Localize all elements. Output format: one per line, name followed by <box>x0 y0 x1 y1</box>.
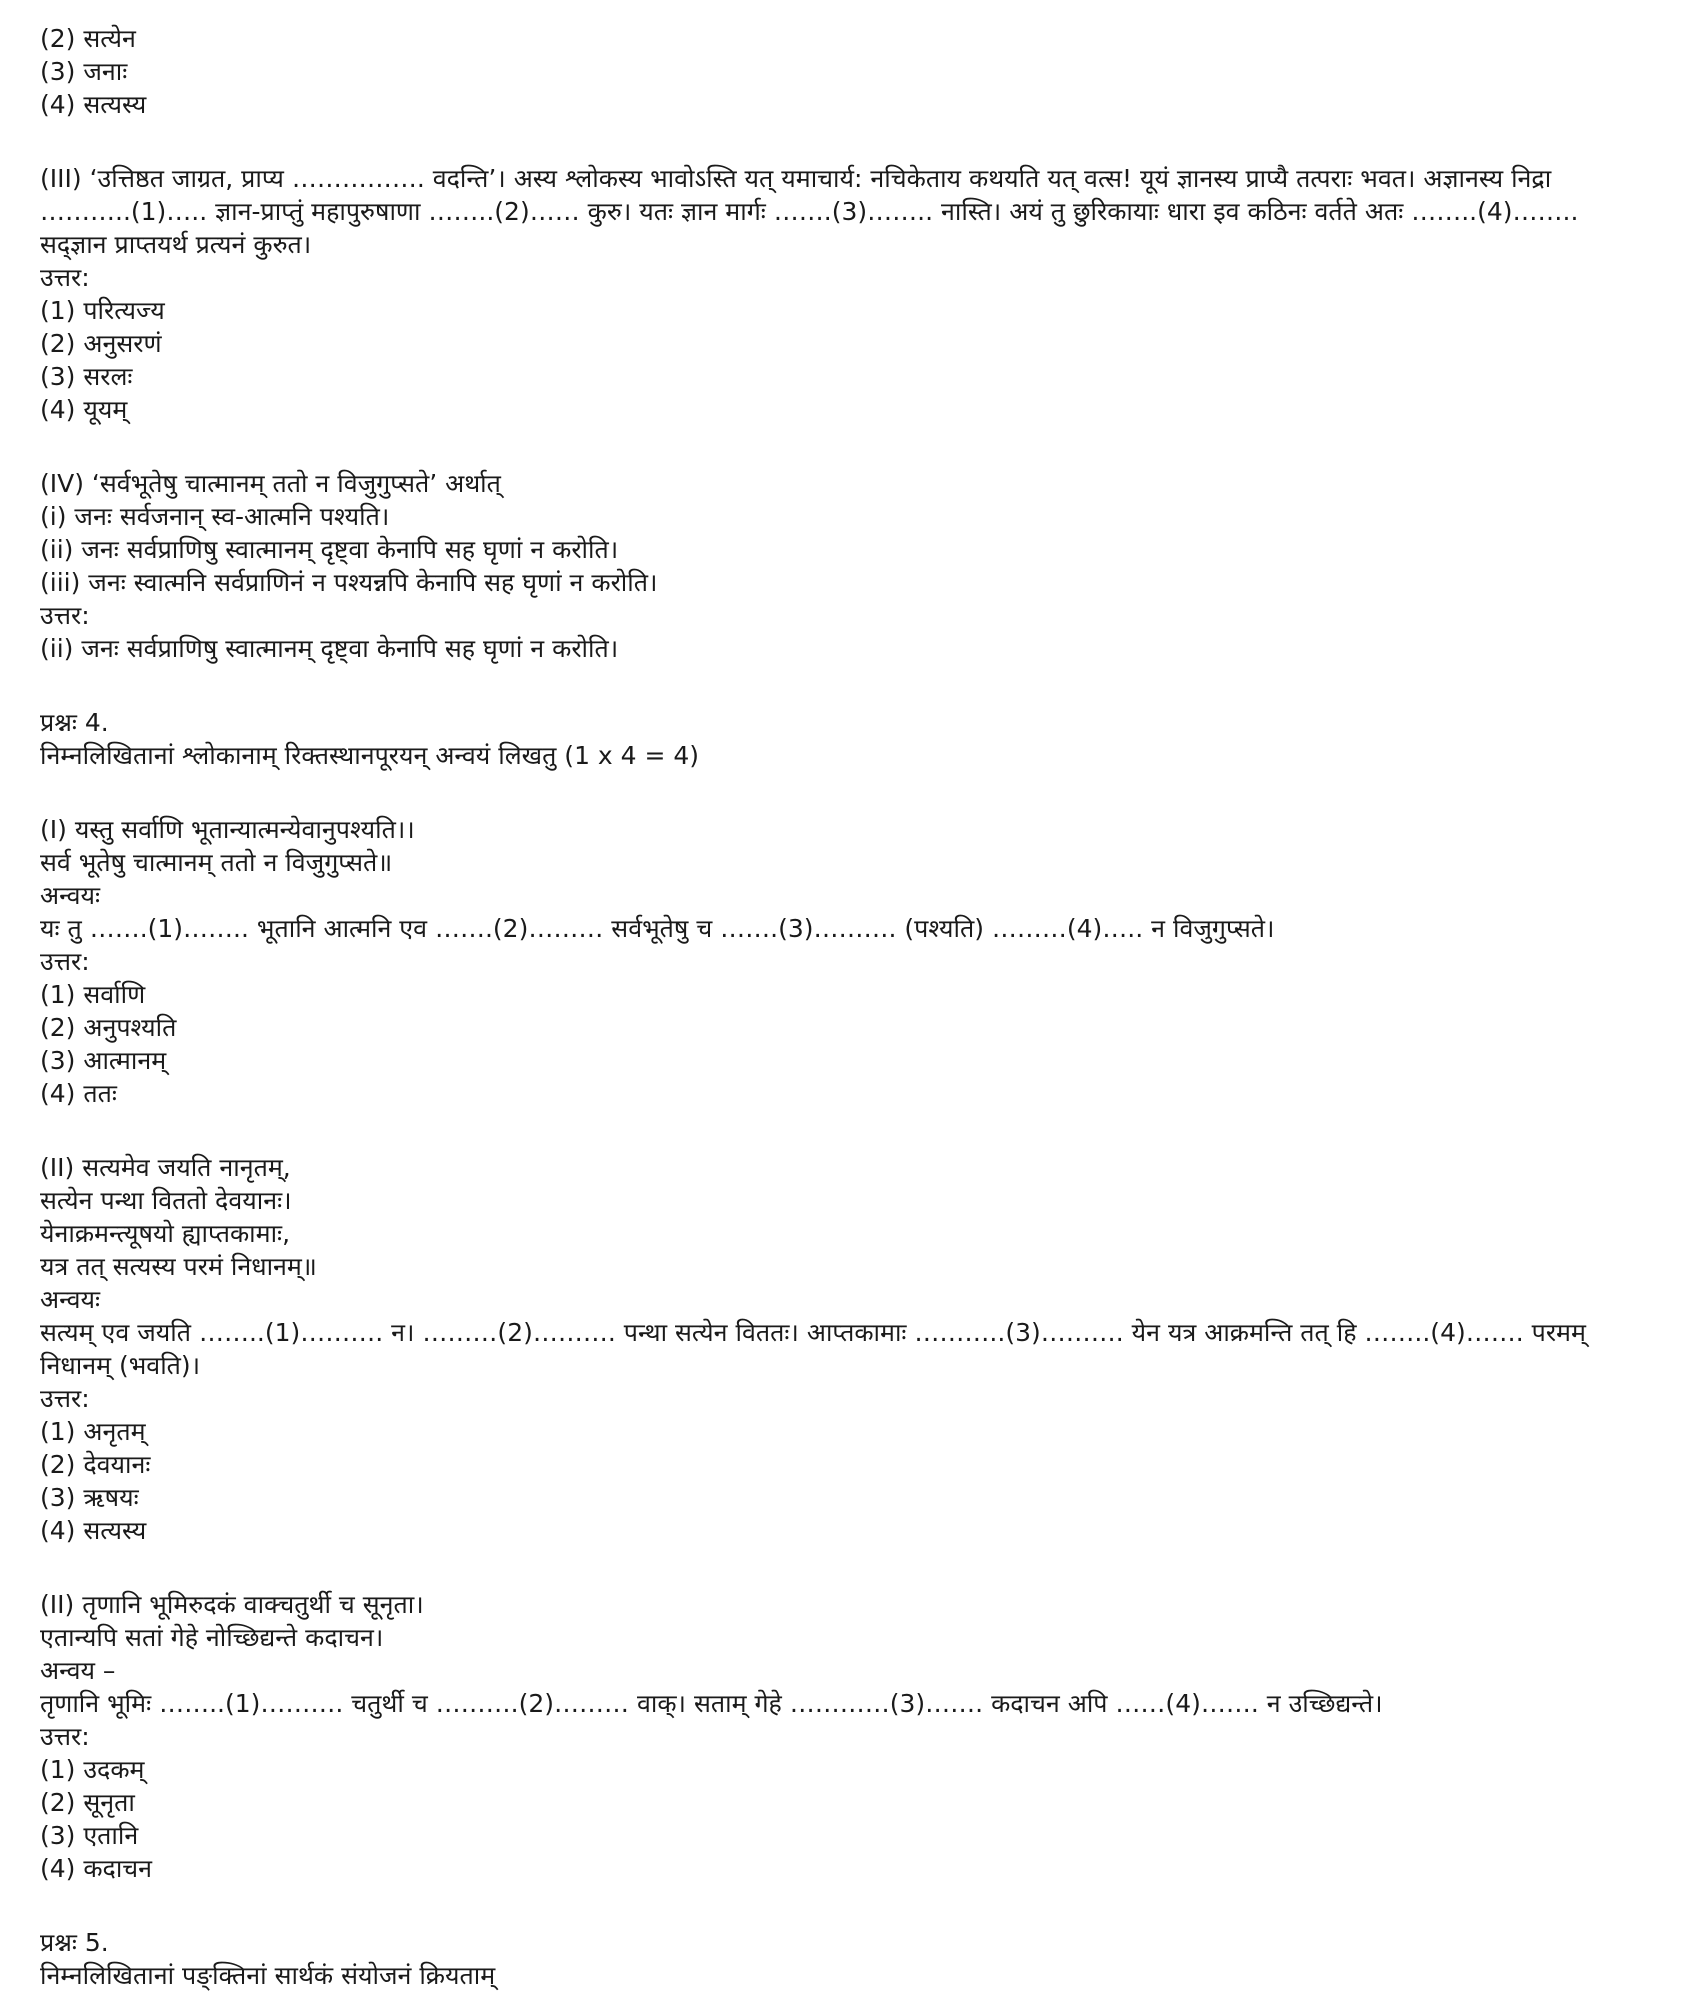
answer-block-q3-ii <box>40 22 1660 121</box>
choice-option: (i) जनः सर्वजनान् स्व-आत्मनि पश्यति। <box>40 502 390 531</box>
anvaya-text: तृणानि भूमिः ……..(1)………. चतुर्थी च ……….(2)……… वाक्। सताम् गेहे …………(3)……. कदाचन अपि ……(4)……. न उच्छिद्यन्ते। <box>40 1689 1383 1718</box>
question-4-heading <box>40 706 1660 772</box>
answer-label: उत्तर: <box>40 263 90 292</box>
answer-option: (1) उदकम् <box>40 1755 145 1784</box>
shloka-line: (II) तृणानि भूमिरुदकं वाक्चतुर्थी च सूनृता। <box>40 1590 424 1619</box>
spacer <box>40 1547 1660 1588</box>
shloka-line: येनाक्रमन्त्यूषयो ह्याप्तकामाः, <box>40 1219 291 1248</box>
shloka-line: यत्र तत् सत्यस्य परमं निधानम्॥ <box>40 1252 317 1281</box>
answer-option: (2) देवयानः <box>40 1450 151 1479</box>
spacer <box>40 665 1660 706</box>
answer-option: (1) परित्यज्य <box>40 296 165 325</box>
anvaya-text: यः तु …….(1)…….. भूतानि आत्मनि एव …….(2)……… सर्वभूतेषु च …….(3)………. (पश्यति) ………(4)….. न विजुगुप्सते। <box>40 914 1275 943</box>
answer-option: (1) सर्वाणि <box>40 980 146 1009</box>
question-block-iv <box>40 467 1660 665</box>
question-number: प्रश्नः 5. <box>40 1928 109 1957</box>
shloka-block-i <box>40 813 1660 1110</box>
shloka-block-iii <box>40 1588 1660 1885</box>
answer-option: (3) सरलः <box>40 362 133 391</box>
answer-label: उत्तर: <box>40 1722 90 1751</box>
answer-option: (3) ऋषयः <box>40 1483 139 1512</box>
spacer <box>40 121 1660 162</box>
answer-option: (3) जनाः <box>40 57 128 86</box>
anvaya-label: अन्वय – <box>40 1656 116 1685</box>
choice-option: (ii) जनः सर्वप्राणिषु स्वात्मानम् दृष्ट्वा केनापि सह घृणां न करोति। <box>40 535 619 564</box>
shloka-line: एतान्यपि सतां गेहे नोच्छिद्यन्ते कदाचन। <box>40 1623 384 1652</box>
anvaya-label: अन्वयः <box>40 881 101 910</box>
choice-option: (iii) जनः स्वात्मनि सर्वप्राणिनं न पश्यन्नपि केनापि सह घृणां न करोति। <box>40 568 658 597</box>
shloka-line: (I) यस्तु सर्वाणि भूतान्यात्मन्येवानुपश्यति।। <box>40 815 415 844</box>
answer-option: (1) अनृतम् <box>40 1417 146 1446</box>
anvaya-text: सत्यम् एव जयति ……..(1)………. न। ………(2)………. पन्था सत्येन विततः। आप्तकामाः ………..(3)………. येन यत्र आक्रमन्ति तत् हि ……..(4)……. परमम् निधानम् (भवति)। <box>40 1318 1586 1380</box>
spacer <box>40 1885 1660 1926</box>
anvaya-label: अन्वयः <box>40 1285 101 1314</box>
question-instruction: निम्नलिखितानां पङ्क्तिनां सार्थकं संयोजनं क्रियताम् <box>40 1961 496 1990</box>
shloka-block-ii <box>40 1151 1660 1547</box>
answer-option: (4) ततः <box>40 1079 117 1108</box>
answer-label: उत्तर: <box>40 1384 90 1413</box>
answer-option: (4) कदाचन <box>40 1854 153 1883</box>
question-text: (IV) ‘सर्वभूतेषु चात्मानम् ततो न विजुगुप्सते’ अर्थात् <box>40 469 501 498</box>
spacer <box>40 426 1660 467</box>
answer-option: (3) आत्मानम् <box>40 1046 167 1075</box>
question-block-iii <box>40 162 1660 426</box>
question-5-heading <box>40 1926 1660 1992</box>
answer-label: उत्तर: <box>40 601 90 630</box>
answer-option: (4) सत्यस्य <box>40 1516 147 1545</box>
shloka-line: सर्व भूतेषु चात्मानम् ततो न विजुगुप्सते॥ <box>40 848 393 877</box>
answer-option: (2) सत्येन <box>40 24 136 53</box>
answer-option: (4) सत्यस्य <box>40 90 147 119</box>
shloka-line: (II) सत्यमेव जयति नानृतम्, <box>40 1153 291 1182</box>
answer-option: (2) सूनृता <box>40 1788 135 1817</box>
spacer <box>40 1110 1660 1151</box>
spacer <box>40 772 1660 813</box>
question-paragraph: (III) ‘उत्तिष्ठत जाग्रत, प्राप्य ……………. वदन्ति’। अस्य श्लोकस्य भावोऽस्ति यत् यमाचार्य: नचिकेताय कथयति यत् वत्स! यूयं ज्ञानस्य प्राप्यै तत्पराः भवत। अज्ञानस्य निद्रा ………..(1)….. ज्ञान-प्राप्तुं महापुरुषाणा ……..(2)…… कुरु। यतः ज्ञान मार्गः …….(3)…….. नास्ति। अयं तु छुरिकायाः धारा इव कठिनः वर्तते अतः ……..(4)…….. सद्ज्ञान प्राप्तयर्थ प्रत्यनं कुरुत। <box>40 164 1579 259</box>
answer-label: उत्तर: <box>40 947 90 976</box>
answer-option: (3) एतानि <box>40 1821 139 1850</box>
answer-option: (4) यूयम् <box>40 395 128 424</box>
shloka-line: सत्येन पन्था विततो देवयानः। <box>40 1186 292 1215</box>
question-number: प्रश्नः 4. <box>40 708 109 737</box>
answer-option: (2) अनुपश्यति <box>40 1013 177 1042</box>
question-instruction: निम्नलिखितानां श्लोकानाम् रिक्तस्थानपूरयन् अन्वयं लिखतु (1 x 4 = 4) <box>40 741 700 770</box>
answer-option: (2) अनुसरणं <box>40 329 162 358</box>
answer-text: (ii) जनः सर्वप्राणिषु स्वात्मानम् दृष्ट्वा केनापि सह घृणां न करोति। <box>40 634 619 663</box>
